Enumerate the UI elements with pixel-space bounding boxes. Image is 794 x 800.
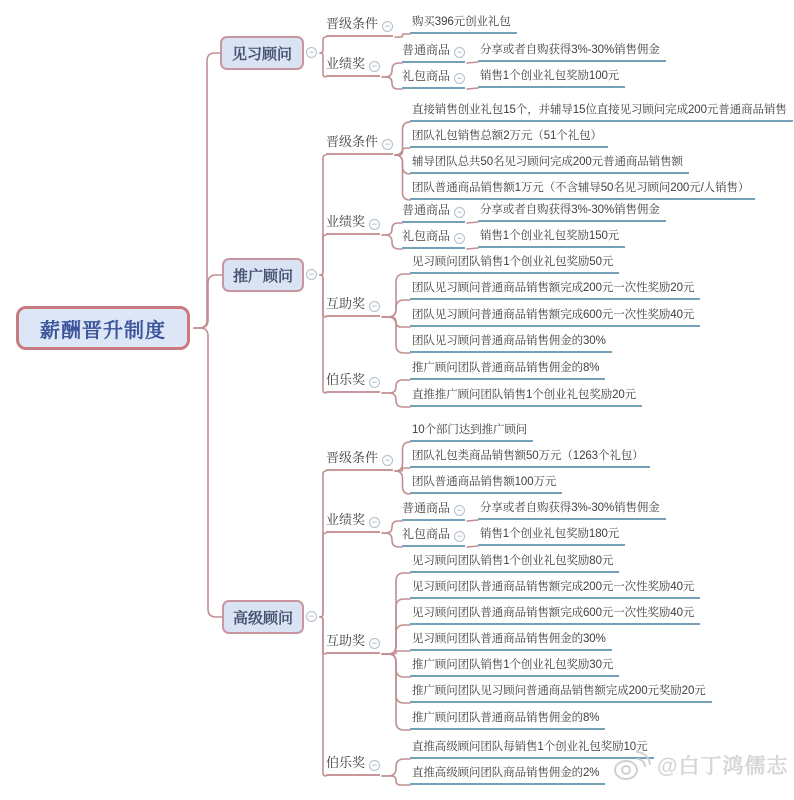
leaf-topic[interactable]: 推广顾问团队普通商品销售佣金的8%	[410, 709, 605, 730]
category-label: 伯乐奖	[326, 755, 366, 770]
category-label: 互助奖	[326, 296, 366, 311]
collapse-icon[interactable]: −	[306, 269, 317, 280]
collapse-icon[interactable]: −	[382, 21, 393, 32]
collapse-icon[interactable]: −	[306, 47, 317, 58]
leaf-topic[interactable]: 销售1个创业礼包奖励150元	[478, 227, 625, 248]
watermark	[612, 748, 788, 782]
collapse-icon[interactable]: −	[454, 47, 465, 58]
leaf-topic[interactable]: 团队见习顾问普通商品销售佣金的30%	[410, 332, 612, 353]
subcategory-topic[interactable]	[402, 499, 465, 521]
leaf-topic[interactable]: 见习顾问团队普通商品销售额完成600元一次性奖励40元	[410, 604, 700, 625]
branch-topic-trainee-consultant[interactable]: 见习顾问	[220, 36, 304, 70]
root-topic[interactable]: 薪酬晋升制度	[16, 306, 190, 350]
leaf-topic[interactable]: 见习顾问团队销售1个创业礼包奖励80元	[410, 552, 619, 573]
collapse-icon[interactable]: −	[369, 301, 380, 312]
leaf-topic[interactable]: 直推高级顾问团队每销售1个创业礼包奖励10元	[410, 738, 654, 759]
category-topic[interactable]	[326, 752, 380, 776]
category-topic[interactable]	[326, 53, 380, 77]
collapse-icon[interactable]: −	[382, 139, 393, 150]
branch-topic-senior-consultant[interactable]: 高级顾问	[222, 600, 304, 634]
leaf-topic[interactable]: 销售1个创业礼包奖励180元	[478, 525, 625, 546]
leaf-topic[interactable]: 直推高级顾问团队商品销售佣金的2%	[410, 764, 605, 785]
category-topic[interactable]	[326, 131, 393, 155]
leaf-topic[interactable]: 购买396元创业礼包	[410, 13, 517, 34]
category-topic[interactable]	[326, 293, 380, 317]
leaf-topic[interactable]: 直推推广顾问团队销售1个创业礼包奖励20元	[410, 386, 642, 407]
collapse-icon[interactable]: −	[369, 517, 380, 528]
subcategory-label: 礼包商品	[402, 229, 451, 243]
leaf-topic[interactable]: 团队礼包销售总额2万元（51个礼包）	[410, 127, 608, 148]
collapse-icon[interactable]: −	[369, 219, 380, 230]
leaf-topic[interactable]: 团队普通商品销售额1万元（不含辅导50名见习顾问200元/人销售）	[410, 179, 755, 200]
collapse-icon[interactable]: −	[454, 73, 465, 84]
category-topic[interactable]	[326, 630, 380, 654]
leaf-topic[interactable]: 团队普通商品销售额100万元	[410, 473, 562, 494]
category-topic[interactable]	[326, 13, 393, 37]
leaf-topic[interactable]: 销售1个创业礼包奖励100元	[478, 67, 625, 88]
category-label: 晋级条件	[326, 16, 379, 31]
collapse-icon[interactable]: −	[369, 760, 380, 771]
weibo-icon	[612, 748, 652, 782]
collapse-icon[interactable]: −	[454, 233, 465, 244]
category-label: 伯乐奖	[326, 372, 366, 387]
leaf-topic[interactable]: 辅导团队总共50名见习顾问完成200元普通商品销售额	[410, 153, 689, 174]
collapse-icon[interactable]: −	[369, 377, 380, 388]
collapse-icon[interactable]: −	[306, 611, 317, 622]
category-label: 业绩奖	[326, 214, 366, 229]
leaf-topic[interactable]: 10个部门达到推广顾问	[410, 421, 533, 442]
watermark-handle: @白丁鸿儒志	[657, 755, 789, 778]
subcategory-topic[interactable]	[402, 67, 465, 89]
subcategory-label: 普通商品	[402, 501, 451, 515]
subcategory-label: 礼包商品	[402, 527, 451, 541]
collapse-icon[interactable]: −	[454, 505, 465, 516]
leaf-topic[interactable]: 团队见习顾问普通商品销售额完成200元一次性奖励20元	[410, 279, 700, 300]
category-topic[interactable]	[326, 211, 380, 235]
subcategory-topic[interactable]	[402, 41, 465, 63]
subcategory-topic[interactable]	[402, 525, 465, 547]
category-topic[interactable]	[326, 369, 380, 393]
category-label: 互助奖	[326, 633, 366, 648]
collapse-icon[interactable]: −	[454, 531, 465, 542]
leaf-topic[interactable]: 推广顾问团队销售1个创业礼包奖励30元	[410, 656, 619, 677]
subcategory-label: 普通商品	[402, 203, 451, 217]
subcategory-topic[interactable]	[402, 201, 465, 223]
leaf-topic[interactable]: 见习顾问团队销售1个创业礼包奖励50元	[410, 253, 619, 274]
leaf-topic[interactable]: 见习顾问团队普通商品销售佣金的30%	[410, 630, 612, 651]
leaf-topic[interactable]: 推广顾问团队见习顾问普通商品销售额完成200元奖励20元	[410, 682, 712, 703]
collapse-icon[interactable]: −	[382, 455, 393, 466]
subcategory-label: 普通商品	[402, 43, 451, 57]
leaf-topic[interactable]: 分享或者自购获得3%-30%销售佣金	[478, 499, 666, 520]
subcategory-label: 礼包商品	[402, 69, 451, 83]
leaf-topic[interactable]: 团队礼包类商品销售额50万元（1263个礼包）	[410, 447, 650, 468]
leaf-topic[interactable]: 见习顾问团队普通商品销售额完成200元一次性奖励40元	[410, 578, 700, 599]
leaf-topic[interactable]: 推广顾问团队普通商品销售佣金的8%	[410, 359, 605, 380]
category-label: 晋级条件	[326, 450, 379, 465]
category-topic[interactable]	[326, 447, 393, 471]
category-topic[interactable]	[326, 509, 380, 533]
collapse-icon[interactable]: −	[369, 638, 380, 649]
leaf-topic[interactable]: 直接销售创业礼包15个，并辅导15位直接见习顾问完成200元普通商品销售	[410, 101, 793, 122]
collapse-icon[interactable]: −	[369, 61, 380, 72]
category-label: 晋级条件	[326, 134, 379, 149]
category-label: 业绩奖	[326, 56, 366, 71]
branch-topic-promotion-consultant[interactable]: 推广顾问	[222, 258, 304, 292]
leaf-topic[interactable]: 分享或者自购获得3%-30%销售佣金	[478, 41, 666, 62]
subcategory-topic[interactable]	[402, 227, 465, 249]
category-label: 业绩奖	[326, 512, 366, 527]
collapse-icon[interactable]: −	[454, 207, 465, 218]
leaf-topic[interactable]: 团队见习顾问普通商品销售额完成600元一次性奖励40元	[410, 306, 700, 327]
leaf-topic[interactable]: 分享或者自购获得3%-30%销售佣金	[478, 201, 666, 222]
